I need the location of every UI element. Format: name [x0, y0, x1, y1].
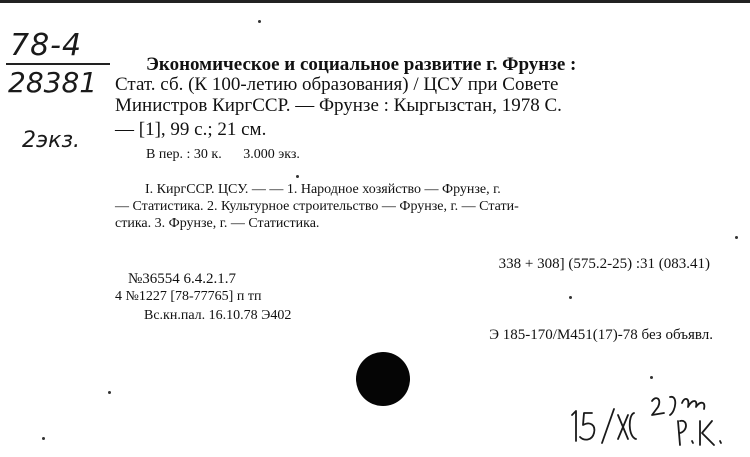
subject-tracings	[115, 181, 715, 232]
publisher-code: Э 185-170/М451(17)-78 без объявл.	[489, 327, 713, 343]
speck	[569, 296, 572, 299]
handwritten-signature	[566, 387, 736, 451]
title-line-4: — [1], 99 с.; 21 см.	[115, 119, 267, 140]
shelf-mark-line1: 78-4	[10, 28, 83, 63]
speck	[735, 236, 738, 239]
registry-line-2: 4 №1227 [78-77765] п тп	[115, 289, 262, 304]
price: В пер. : 30 к.	[146, 147, 222, 162]
binding-info	[146, 147, 318, 163]
shelf-mark-line2: 28381	[8, 66, 98, 99]
registry-line-3: Вс.кн.пал. 16.10.78 Э402	[144, 308, 292, 323]
classification-code: 338 + 308] (575.2-25) :31 (083.41)	[498, 256, 710, 272]
title-line-2: Стат. сб. (К 100-летию образования) / ЦСУ при Совете	[115, 74, 559, 95]
speck	[258, 20, 261, 23]
speck	[296, 175, 299, 178]
card-top-edge	[0, 0, 750, 3]
registry-line-1: №36554 6.4.2.1.7	[128, 271, 237, 287]
speck	[42, 437, 45, 440]
speck	[108, 391, 111, 394]
title-line-3: Министров КиргССР. — Фрунзе : Кыргызстан, 1978 С.	[115, 95, 562, 116]
speck	[650, 376, 653, 379]
shelf-mark-rule	[6, 63, 110, 65]
subject-line-1: I. КиргССР. ЦСУ. — — 1. Народное хозяйство — Фрунзе, г.	[145, 182, 501, 197]
title-heading: Экономическое и социальное развитие г. Фрунзе :	[146, 54, 577, 75]
copies-note: 2экз.	[22, 128, 81, 153]
punch-hole	[356, 352, 410, 406]
subject-line-3: стика. 3. Фрунзе, г. — Статистика.	[115, 216, 320, 231]
print-run: 3.000 экз.	[243, 147, 300, 162]
subject-line-2: — Статистика. 2. Культурное строительство — Фрунзе, г. — Стати-	[115, 199, 519, 214]
